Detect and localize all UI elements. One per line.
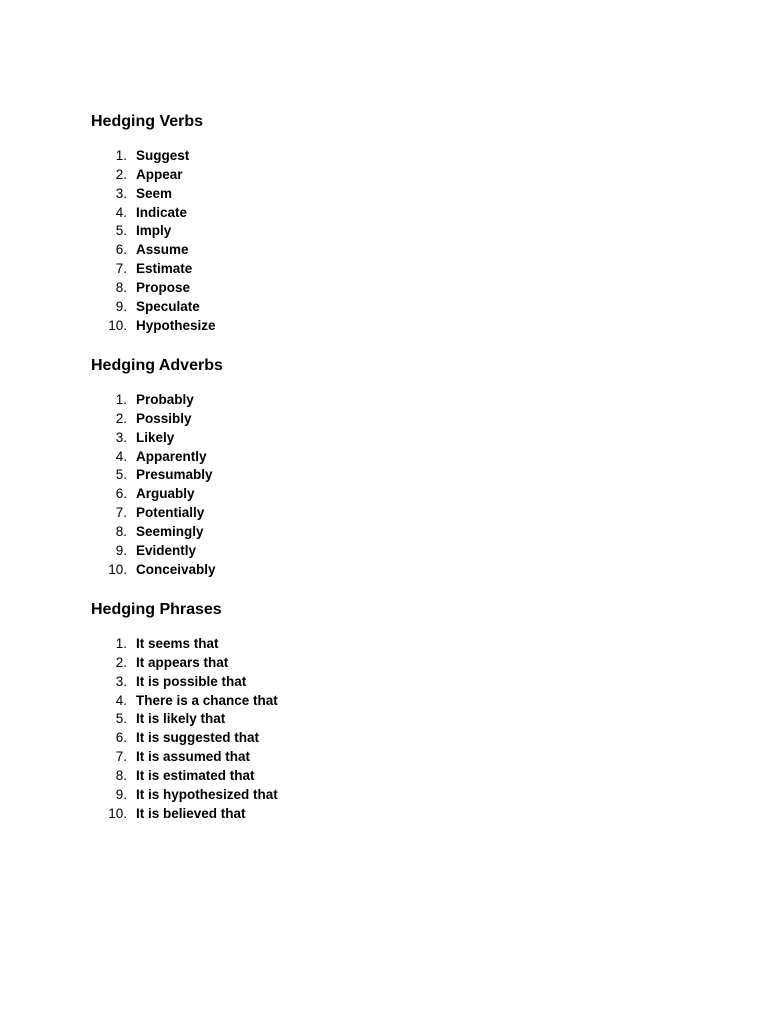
item-number: 9.	[115, 786, 127, 802]
item-number: 2.	[115, 654, 127, 670]
item-text: It is estimated that	[136, 767, 255, 783]
item-text: Potentially	[136, 505, 205, 521]
section-hedging-adverbs	[91, 355, 223, 577]
section-heading: Hedging Adverbs	[91, 357, 223, 374]
item-number: 1.	[115, 636, 127, 651]
item-text: Imply	[136, 223, 172, 239]
item-text: Apparently	[136, 448, 207, 464]
item-number: 6.	[115, 486, 127, 502]
item-text: Assume	[136, 242, 189, 258]
item-text: Hypothesize	[136, 317, 216, 333]
item-number: 8.	[115, 767, 127, 783]
item-number: 4.	[115, 692, 127, 708]
section-hedging-verbs	[91, 111, 216, 333]
item-text: It is hypothesized that	[136, 786, 278, 802]
item-text: Evidently	[136, 542, 197, 558]
item-text: Seemingly	[136, 523, 204, 539]
item-number: 3.	[115, 673, 127, 689]
item-number: 7.	[115, 505, 127, 521]
item-number: 8.	[115, 523, 127, 539]
item-number: 5.	[115, 711, 127, 727]
item-number: 1.	[115, 148, 127, 163]
item-text: Probably	[136, 392, 194, 407]
item-number: 9.	[115, 298, 127, 314]
item-text: It is possible that	[136, 673, 247, 689]
item-number: 3.	[115, 429, 127, 445]
item-text: Conceivably	[136, 561, 216, 577]
item-text: Arguably	[136, 486, 195, 502]
section-hedging-phrases	[91, 599, 278, 821]
item-text: Speculate	[136, 298, 200, 314]
item-number: 6.	[115, 730, 127, 746]
item-text: Presumably	[136, 467, 213, 483]
item-number: 8.	[115, 279, 127, 295]
item-text: Likely	[136, 429, 175, 445]
item-number: 2.	[115, 410, 127, 426]
item-number: 9.	[115, 542, 127, 558]
item-text: Possibly	[136, 410, 192, 426]
item-number: 7.	[115, 261, 127, 277]
item-text: It is assumed that	[136, 749, 251, 765]
item-text: It is likely that	[136, 711, 226, 727]
item-number: 2.	[115, 166, 127, 182]
section-heading: Hedging Phrases	[91, 601, 222, 618]
item-number: 6.	[115, 242, 127, 258]
item-text: Estimate	[136, 261, 193, 277]
item-text: There is a chance that	[136, 692, 278, 708]
item-number: 7.	[115, 749, 127, 765]
item-text: It is believed that	[136, 805, 246, 821]
item-number: 1.	[115, 392, 127, 407]
item-text: Seem	[136, 185, 173, 201]
item-text: It is suggested that	[136, 730, 260, 746]
item-number: 10.	[108, 805, 127, 821]
item-text: Indicate	[136, 204, 188, 220]
item-text: Appear	[136, 166, 183, 182]
item-text: It appears that	[136, 654, 229, 670]
item-number: 5.	[115, 467, 127, 483]
item-number: 10.	[108, 561, 127, 577]
item-number: 4.	[115, 448, 127, 464]
section-heading: Hedging Verbs	[91, 113, 204, 130]
item-number: 10.	[108, 317, 127, 333]
item-text: It seems that	[136, 636, 219, 651]
item-number: 3.	[115, 185, 127, 201]
item-number: 4.	[115, 204, 127, 220]
item-text: Suggest	[136, 148, 190, 163]
item-number: 5.	[115, 223, 127, 239]
item-text: Propose	[136, 279, 191, 295]
